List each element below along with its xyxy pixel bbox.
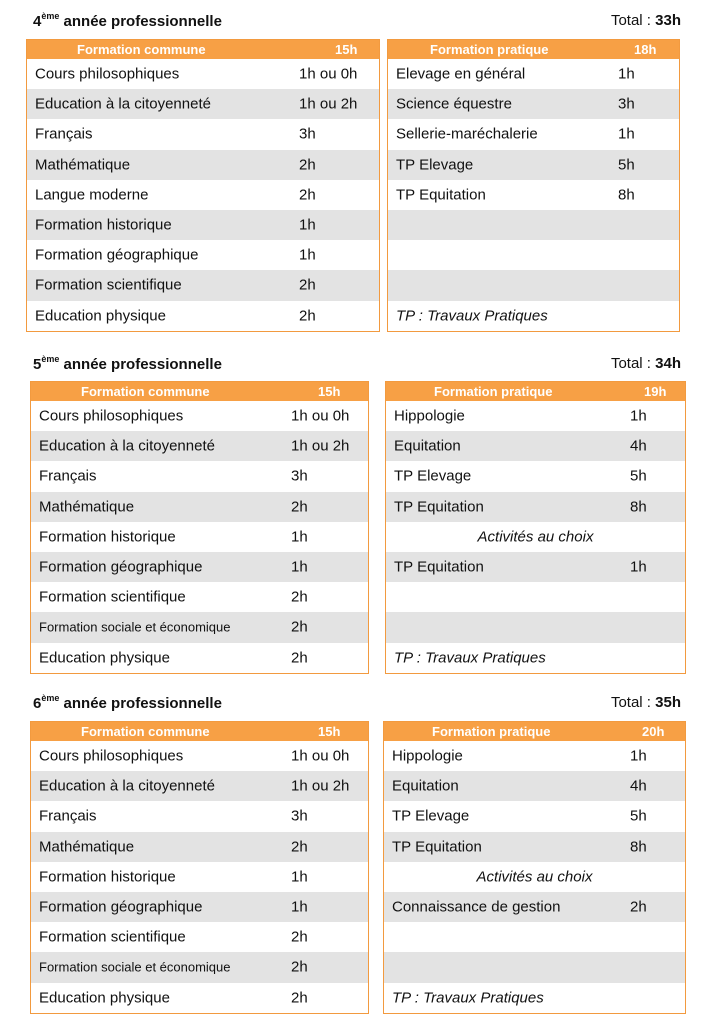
row-hours: 8h (630, 838, 647, 856)
row-label: TP Equitation (394, 558, 484, 576)
table-row (31, 952, 368, 982)
row-label: Français (35, 125, 93, 143)
table-row (384, 922, 685, 952)
table-row (31, 741, 368, 771)
total-value: 34h (655, 355, 681, 372)
row-label: TP Equitation (396, 186, 486, 204)
row-label: TP Elevage (392, 807, 470, 825)
table-row (31, 522, 368, 552)
row-hours: 1h ou 2h (291, 777, 350, 795)
total-value: 33h (655, 12, 681, 29)
row-hours: 5h (630, 807, 647, 825)
row-label: Cours philosophiques (39, 747, 184, 765)
row-hours: 8h (630, 498, 647, 516)
table-row (384, 952, 685, 982)
table-row (386, 643, 685, 673)
row-label: TP : Travaux Pratiques (396, 307, 548, 325)
row-hours: 2h (630, 898, 647, 916)
table-row (388, 59, 679, 89)
row-hours: 1h (630, 558, 647, 576)
year-title (33, 12, 222, 30)
table-row (386, 582, 685, 612)
formation-commune-table (30, 381, 369, 674)
row-hours: 2h (291, 958, 308, 976)
table-header-label: Formation pratique (434, 384, 553, 399)
year-title (33, 355, 222, 373)
row-hours: 4h (630, 437, 647, 455)
row-hours: 2h (299, 307, 316, 325)
row-hours: 2h (299, 186, 316, 204)
table-row (27, 119, 379, 149)
table-row (384, 832, 685, 862)
row-label: TP Equitation (394, 498, 484, 516)
table-row (386, 552, 685, 582)
row-label: Cours philosophiques (35, 65, 180, 83)
row-label: Français (39, 467, 97, 485)
row-label: TP : Travaux Pratiques (392, 989, 544, 1007)
table-header (388, 40, 679, 59)
year-ordinal: ème (41, 693, 60, 703)
formation-commune-table (26, 39, 380, 332)
row-label: Français (39, 807, 97, 825)
row-label: TP Elevage (394, 467, 472, 485)
row-hours: 1h (618, 65, 635, 83)
table-row (31, 983, 368, 1013)
row-label: Formation scientifique (35, 276, 182, 294)
row-hours: 1h (299, 246, 316, 264)
total-label: Total : (610, 355, 656, 372)
row-label: Education physique (39, 649, 170, 667)
row-hours: 2h (291, 989, 308, 1007)
row-hours: 4h (630, 777, 647, 795)
table-header (31, 722, 368, 741)
row-label: Education physique (35, 307, 166, 325)
table-row (388, 240, 679, 270)
table-row (31, 582, 368, 612)
row-label: Formation géographique (35, 246, 199, 264)
row-label: Langue moderne (35, 186, 149, 204)
table-row (388, 270, 679, 300)
year-ordinal: ème (41, 11, 60, 21)
table-header (384, 722, 685, 741)
table-row (384, 801, 685, 831)
table-row (31, 612, 368, 642)
row-hours: 1h ou 0h (291, 407, 350, 425)
row-hours: 2h (291, 928, 308, 946)
table-row (386, 492, 685, 522)
row-label: Hippologie (392, 747, 463, 765)
table-row (384, 892, 685, 922)
total-value: 35h (655, 694, 681, 711)
table-header-hours: 15h (318, 384, 341, 399)
table-row (31, 461, 368, 491)
row-hours: 2h (299, 156, 316, 174)
row-label: Formation scientifique (39, 588, 186, 606)
row-label: Hippologie (394, 407, 465, 425)
table-row (31, 801, 368, 831)
row-hours: 2h (291, 838, 308, 856)
row-label: Mathématique (39, 838, 135, 856)
row-hours: 3h (291, 467, 308, 485)
table-row (27, 210, 379, 240)
row-hours: 2h (299, 276, 316, 294)
year-ordinal: ème (41, 354, 60, 364)
row-hours: 1h (291, 558, 308, 576)
total-label: Total : (610, 12, 656, 29)
table-header-label: Formation pratique (432, 724, 551, 739)
row-hours: 8h (618, 186, 635, 204)
table-header (27, 40, 379, 59)
row-label: Cours philosophiques (39, 407, 184, 425)
row-hours: 2h (291, 618, 308, 636)
row-hours: 1h (299, 216, 316, 234)
row-label: TP Elevage (396, 156, 474, 174)
row-label: Formation scientifique (39, 928, 186, 946)
row-label: Mathématique (35, 156, 131, 174)
table-header-hours: 19h (644, 384, 667, 399)
formation-pratique-table (385, 381, 686, 674)
table-row (31, 492, 368, 522)
formation-pratique-table (383, 721, 686, 1014)
table-row (27, 240, 379, 270)
row-label: Education à la citoyenneté (39, 777, 215, 795)
year-title-text: année professionnelle (59, 695, 222, 712)
table-header-hours: 15h (318, 724, 341, 739)
row-label: Formation géographique (39, 898, 203, 916)
table-row (384, 771, 685, 801)
row-hours: 5h (630, 467, 647, 485)
row-hours: 2h (291, 649, 308, 667)
year-total (611, 694, 681, 711)
row-label: Formation historique (35, 216, 172, 234)
year-number: 6 (33, 695, 42, 712)
year-title (33, 694, 222, 712)
row-label: TP Equitation (392, 838, 482, 856)
table-row (31, 922, 368, 952)
row-label: Formation historique (39, 528, 176, 546)
table-row (31, 552, 368, 582)
row-label: Mathématique (39, 498, 135, 516)
table-row (388, 150, 679, 180)
table-header-hours: 15h (335, 42, 358, 57)
year-number: 5 (33, 356, 42, 373)
table-header (31, 382, 368, 401)
table-row (388, 89, 679, 119)
table-row (27, 150, 379, 180)
table-header-label: Formation commune (81, 384, 210, 399)
row-label: Activités au choix (476, 868, 593, 886)
row-hours: 1h ou 2h (291, 437, 350, 455)
row-label: Education physique (39, 989, 170, 1007)
row-label: Activités au choix (477, 528, 594, 546)
row-hours: 1h (291, 868, 308, 886)
formation-pratique-table (387, 39, 680, 332)
year-number: 4 (33, 13, 42, 30)
table-row (386, 612, 685, 642)
row-hours: 5h (618, 156, 635, 174)
table-row (384, 862, 685, 892)
formation-commune-table (30, 721, 369, 1014)
table-row (388, 301, 679, 331)
table-header (386, 382, 685, 401)
year-title-text: année professionnelle (59, 13, 222, 30)
table-row (386, 522, 685, 552)
table-row (388, 119, 679, 149)
row-label: Formation géographique (39, 558, 203, 576)
table-header-hours: 20h (642, 724, 665, 739)
table-row (386, 401, 685, 431)
row-hours: 1h ou 0h (291, 747, 350, 765)
table-row (27, 180, 379, 210)
row-label: Science équestre (396, 95, 512, 113)
row-hours: 3h (299, 125, 316, 143)
total-label: Total : (610, 694, 656, 711)
table-header-label: Formation commune (77, 42, 206, 57)
table-row (27, 270, 379, 300)
row-hours: 1h (630, 407, 647, 425)
table-row (384, 741, 685, 771)
table-header-hours: 18h (634, 42, 657, 57)
row-label: Sellerie-maréchalerie (396, 125, 538, 143)
table-row (31, 431, 368, 461)
year-total (611, 355, 681, 372)
table-row (388, 180, 679, 210)
table-row (27, 89, 379, 119)
row-hours: 1h (618, 125, 635, 143)
row-hours: 1h (291, 528, 308, 546)
row-hours: 1h ou 0h (299, 65, 358, 83)
table-row (384, 983, 685, 1013)
table-row (31, 892, 368, 922)
row-hours: 3h (618, 95, 635, 113)
row-label: Formation historique (39, 868, 176, 886)
row-hours: 3h (291, 807, 308, 825)
table-row (31, 401, 368, 431)
row-label: Education à la citoyenneté (39, 437, 215, 455)
year-title-text: année professionnelle (59, 356, 222, 373)
row-hours: 1h (291, 898, 308, 916)
table-row (388, 210, 679, 240)
year-total (611, 12, 681, 29)
table-row (27, 301, 379, 331)
row-label: Elevage en général (396, 65, 526, 83)
table-row (31, 862, 368, 892)
row-label: Formation sociale et économique (39, 619, 231, 635)
row-label: Equitation (392, 777, 459, 795)
row-label: Connaissance de gestion (392, 898, 561, 916)
row-label: Equitation (394, 437, 461, 455)
table-row (31, 832, 368, 862)
row-hours: 2h (291, 588, 308, 606)
table-header-label: Formation pratique (430, 42, 549, 57)
table-row (31, 643, 368, 673)
table-row (27, 59, 379, 89)
table-row (31, 771, 368, 801)
table-row (386, 431, 685, 461)
table-row (386, 461, 685, 491)
row-hours: 1h (630, 747, 647, 765)
row-label: Education à la citoyenneté (35, 95, 211, 113)
table-header-label: Formation commune (81, 724, 210, 739)
row-hours: 1h ou 2h (299, 95, 358, 113)
row-label: TP : Travaux Pratiques (394, 649, 546, 667)
row-label: Formation sociale et économique (39, 959, 231, 975)
row-hours: 2h (291, 498, 308, 516)
